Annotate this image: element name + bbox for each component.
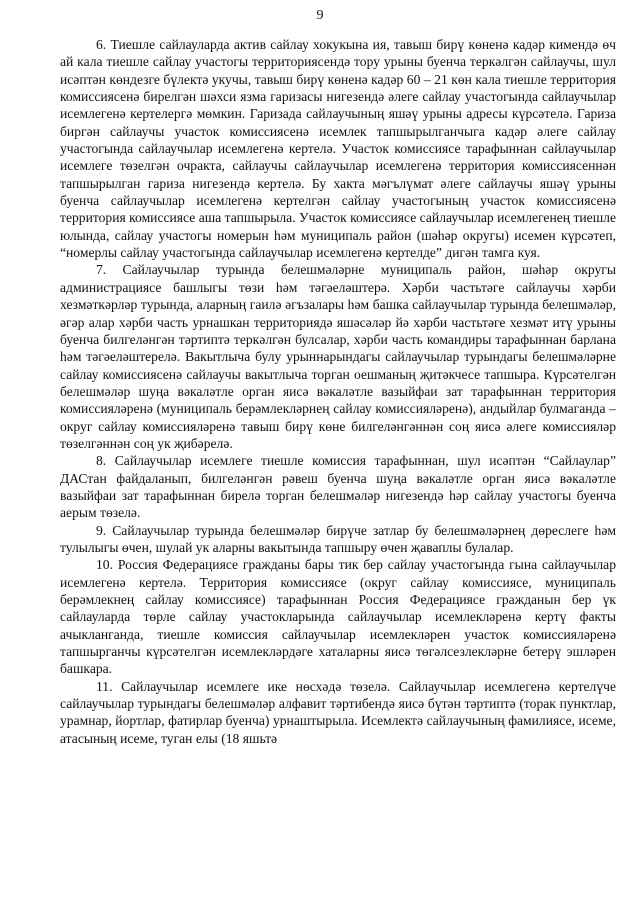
paragraph-6: 6. Тиешле сайлауларда актив сайлау хокукына ия, тавыш бирү көненә кадәр кимендә өч ай кала тиешле сайлау участогы территориясендә тору урыны буенча теркәлгән сайлаучы, шул исәптән көндезге бүлектә укучы, тавыш бирү көненә кадәр 60 – 21 көн кала тиешле территория комиссиясенә бирелгән шәхси язма гаризасы нигезендә әлеге сайлау участогында сайлаучылар исемлегенә кертелергә мөмкин. Гаризада сайлаучының яшәү урыны адресы күрсәтелә. Гариза биргән сайлаучы участок комиссиясенә исемлек тапшырылганчыга кадәр әлеге сайлау участогында сайлаучылар исемлегенә кертелә. Участок комиссиясе тарафыннан сайлаучылар исемлеге төзелгән очракта, сайлаучы сайлаучылар исемлегенә территория комиссиясеннән тапшырылган гариза нигезендә кертелә. Бу хакта мәгълүмат әлеге сайлаучы яшәү урыны буенча сайлаучылар исемлегенә кертелгән сайлау участогының участок комиссиясенә территория комиссиясе аша тапшырыла. Участок комиссиясе сайлаучылар исемлегенең тиешле юлында, сайлау участогы номерын һәм муниципаль район (шәһәр округы) исемен күрсәтеп, “номерлы сайлау участогында сайлаучылар исемлегенә кертелде” дигән тамга куя.: [60, 37, 616, 261]
paragraph-9: 9. Сайлаучылар турында белешмәләр бирүче затлар бу белешмәләрнең дөреслеге һәм тулылыгы өчен, шулай ук аларны вакытында тапшыру өчен җаваплы булалар.: [60, 522, 616, 555]
paragraph-10: 10. Россия Федерациясе гражданы бары тик бер сайлау участогында гына сайлаучылар исемлегенә кертелә. Территория комиссиясе (округ сайлау комиссиясе, муниципаль берәмлекнең сайлау комиссиясе) тарафыннан Россия Федерациясе гражданын бер үк сайлауларда төрле сайлау участокларында сайлаучылар исемлекләренә кертү факты ачыкланганда, тиешле комиссия сайлаучылар исемлекләрен участок комиссияләренә тапшырганчы күрсәтелгән исемлекләрдәге хаталарны яисә төгәлсезлекләрне бетерү эшләрен башкара.: [60, 557, 616, 677]
page-body: [60, 36, 616, 747]
paragraph-11: 11. Сайлаучылар исемлеге ике нөсхәдә төзелә. Сайлаучылар исемлегенә кертелүче сайлаучылар турындагы белешмәләр алфавит тәртибендә яисә бүтән тәртиптә (торак пунктлар, урамнар, йортлар, фатирлар буенча) урнаштырыла. Исемлектә сайлаучының фамилиясе, исеме, атасының исеме, туган елы (18 яшьтә: [60, 678, 616, 746]
page-number: 9: [316, 8, 324, 23]
paragraph-7: 7. Сайлаучылар турында белешмәләрне муниципаль район, шәһәр округы администрациясе башлыгы төзи һәм тәгәеләштерә. Хәрби частьтәге сайлаучы хәрби хезмәткәрләр турында, аларның гаилә әгъзалары һәм башка сайлаучылар турында белешмәләр, әгәр алар хәрби часть урнашкан территориядә яшәсәләр йә хәрби частьтәге хезмәт итү урыны буенча билгеләнгән тәртиптә теркәлгән булсалар, хәрби часть командиры тарафыннан барлана һәм тәгәеләштерелә. Вакытлыча булу урыннарындагы сайлаучылар турындагы белешмәләрне сайлау комиссиясенә сайлаучы вакытлыча торган оешманың җитәкчесе тапшыра. Күрсәтелгән белешмәләр шуңа вәкаләтле орган яисә вәкаләтле вазыйфаи зат тарафыннан территория комиссияләренә (муниципаль берәмлекләрнең сайлау комиссияләренә), андыйлар булмаганда – округ сайлау комиссияләренә тавыш бирү көне билгеләнгәннән соң яисә әлеге комиссияләр төзелгәннән соң ук җибәрелә.: [60, 262, 616, 451]
paragraph-8: 8. Сайлаучылар исемлеге тиешле комиссия тарафыннан, шул исәптән “Сайлаулар” ДАСтан файдаланып, билгеләнгән рәвеш буенча шуңа вәкаләтле орган яисә вәкаләтле вазыйфаи зат тарафыннан бирелә торган белешмәләр нигезендә һәр сайлау участогы буенча аерым төзелә.: [60, 453, 616, 521]
